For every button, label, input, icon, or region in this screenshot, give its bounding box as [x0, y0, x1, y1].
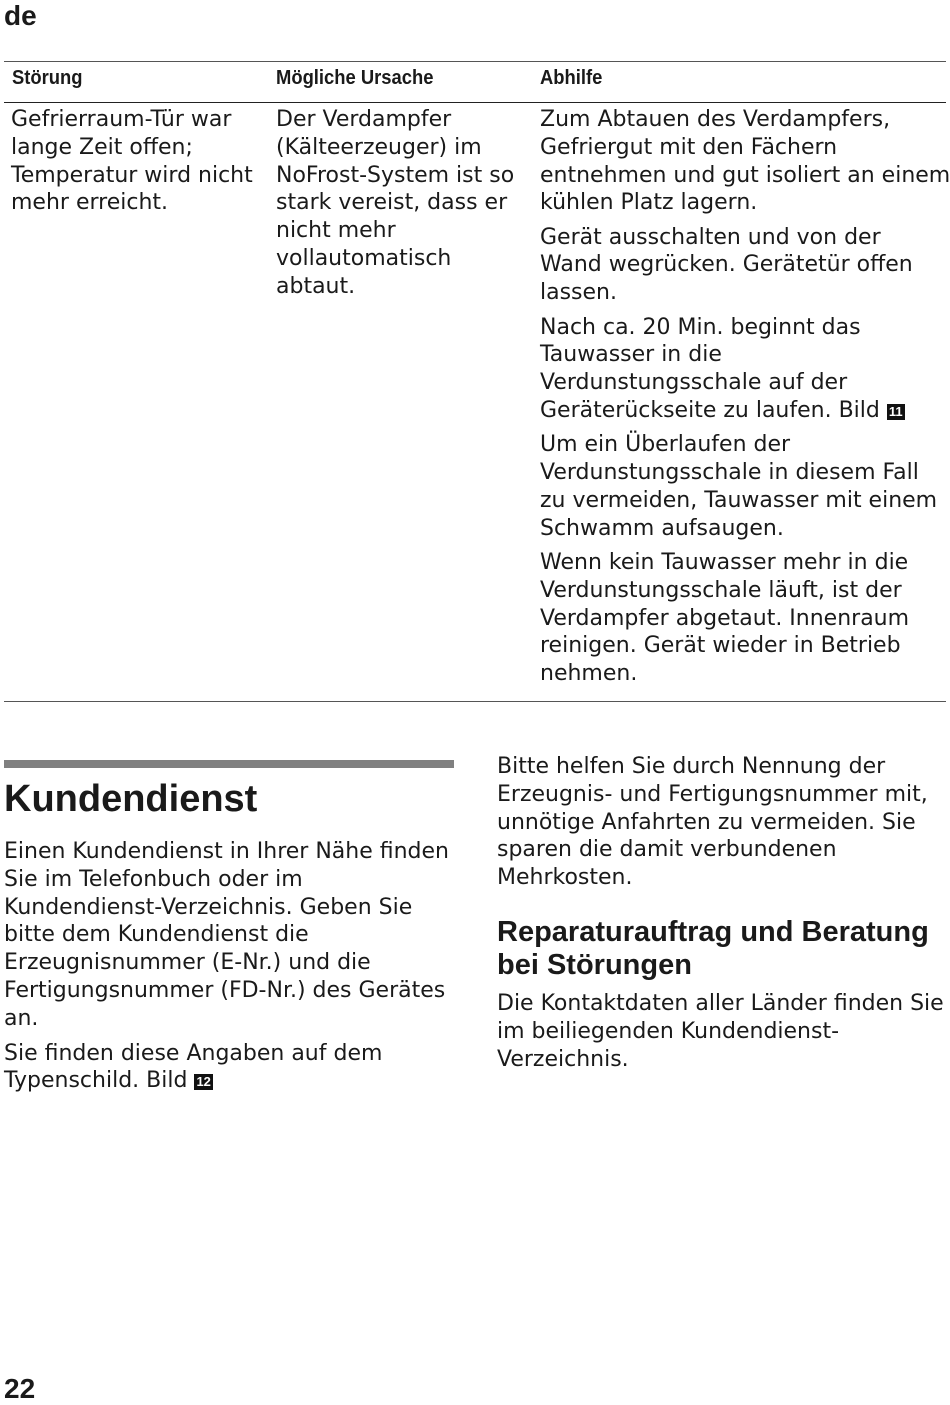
remedy-line: Zum Abtauen des Verdampfers,	[540, 107, 891, 132]
column-header-fault: Störung	[12, 67, 83, 89]
remedy-cell	[540, 106, 950, 694]
service-paragraph	[4, 838, 454, 1033]
subsection-title	[497, 916, 947, 982]
body-line: Kundendienst-Verzeichnis. Geben Sie	[4, 894, 413, 920]
service-left-column	[4, 838, 454, 1102]
fault-cell	[11, 106, 261, 217]
cause-line: (Kälteerzeuger) im	[276, 134, 482, 160]
remedy-line: Gefriergut mit den Fächern	[540, 134, 838, 160]
remedy-line: Um ein Überlaufen der	[540, 432, 791, 458]
page-number: 22	[4, 1373, 36, 1404]
remedy-line: reinigen. Gerät wieder in Betrieb	[540, 633, 901, 659]
table-header	[4, 62, 946, 103]
cause-line: nicht mehr	[276, 218, 396, 244]
service-paragraph	[497, 990, 947, 1073]
remedy-line: Schwamm aufsaugen.	[540, 515, 784, 541]
fault-line: Gefrierraum-Tür war	[11, 107, 232, 132]
body-line: Die Kontaktdaten aller Länder finden Sie	[497, 990, 944, 1016]
subsection-title-line: bei Störungen	[497, 948, 692, 981]
remedy-paragraph	[540, 224, 940, 307]
section-divider-bar	[4, 760, 454, 768]
body-line: Sie im Telefonbuch oder im	[4, 866, 303, 892]
body-line: Erzeugnisnummer (E-Nr.) und die	[4, 950, 371, 976]
remedy-line: Wand wegrücken. Gerätetür offen	[540, 252, 913, 278]
cause-line: NoFrost-System ist so	[276, 162, 515, 188]
remedy-line: entnehmen und gut isoliert an einem	[540, 162, 950, 188]
body-line: im beiliegenden Kundendienst-	[497, 1018, 840, 1044]
body-line: sparen die damit verbundenen	[497, 837, 837, 863]
fault-line: mehr erreicht.	[11, 190, 169, 216]
fault-line: lange Zeit offen;	[11, 134, 193, 160]
remedy-paragraph	[540, 314, 940, 425]
remedy-line: Verdunstungsschale auf der	[540, 370, 848, 396]
column-header-remedy: Abhilfe	[540, 67, 603, 89]
remedy-line: zu vermeiden, Tauwasser mit einem	[540, 487, 938, 513]
body-line: Erzeugnis- und Fertigungsnummer mit,	[497, 781, 928, 807]
body-line: Mehrkosten.	[497, 865, 633, 891]
body-line: Einen Kundendienst in Ihrer Nähe finden	[4, 839, 449, 864]
service-paragraph	[497, 753, 947, 892]
remedy-line: nehmen.	[540, 661, 638, 687]
remedy-line: Tauwasser in die	[540, 342, 722, 368]
body-line	[4, 1067, 454, 1095]
figure-12-ref-icon: 12	[196, 1074, 211, 1090]
remedy-paragraph	[540, 431, 940, 542]
remedy-line: Verdunstungsschale läuft, ist der	[540, 577, 902, 603]
cause-line: stark vereist, dass er	[276, 190, 508, 216]
service-right-column	[497, 753, 947, 1080]
subsection-title-line: Reparaturauftrag und Beratung	[497, 915, 929, 948]
figure-11-ref-icon: 11	[888, 403, 903, 419]
remedy-line: Verdunstungsschale in diesem Fall	[540, 460, 919, 486]
cause-line: vollautomatisch	[276, 245, 452, 271]
body-line-text: Typenschild. Bild	[4, 1068, 188, 1094]
body-line: an.	[4, 1005, 39, 1031]
body-line: Bitte helfen Sie durch Nennung der	[497, 754, 886, 779]
cause-line: Der Verdampfer	[276, 107, 452, 132]
remedy-line: Nach ca. 20 Min. beginnt das	[540, 314, 861, 340]
remedy-line: Gerät ausschalten und von der	[540, 224, 881, 250]
body-line: Fertigungsnummer (FD-Nr.) des Gerätes	[4, 977, 446, 1003]
remedy-line: lassen.	[540, 280, 617, 306]
remedy-line: Verdampfer abgetaut. Innenraum	[540, 605, 910, 631]
language-code: de	[4, 0, 37, 31]
cause-line: abtaut.	[276, 273, 356, 299]
section-title: Kundendienst	[4, 778, 258, 820]
remedy-line: kühlen Platz lagern.	[540, 190, 758, 216]
remedy-line-text: Geräterückseite zu laufen. Bild	[540, 397, 880, 423]
fault-line: Temperatur wird nicht	[11, 162, 253, 188]
body-line: Verzeichnis.	[497, 1046, 629, 1072]
column-header-cause: Mögliche Ursache	[276, 67, 434, 89]
remedy-paragraph	[540, 106, 950, 217]
service-paragraph	[4, 1040, 454, 1096]
cause-cell	[276, 106, 526, 301]
remedy-line	[540, 397, 940, 425]
table-bottom-rule	[4, 701, 946, 702]
remedy-paragraph	[540, 549, 940, 688]
body-line: unnötige Anfahrten zu vermeiden. Sie	[497, 809, 916, 835]
body-line: Sie finden diese Angaben auf dem	[4, 1040, 383, 1066]
body-line: bitte dem Kundendienst die	[4, 922, 309, 948]
remedy-line: Wenn kein Tauwasser mehr in die	[540, 549, 909, 575]
